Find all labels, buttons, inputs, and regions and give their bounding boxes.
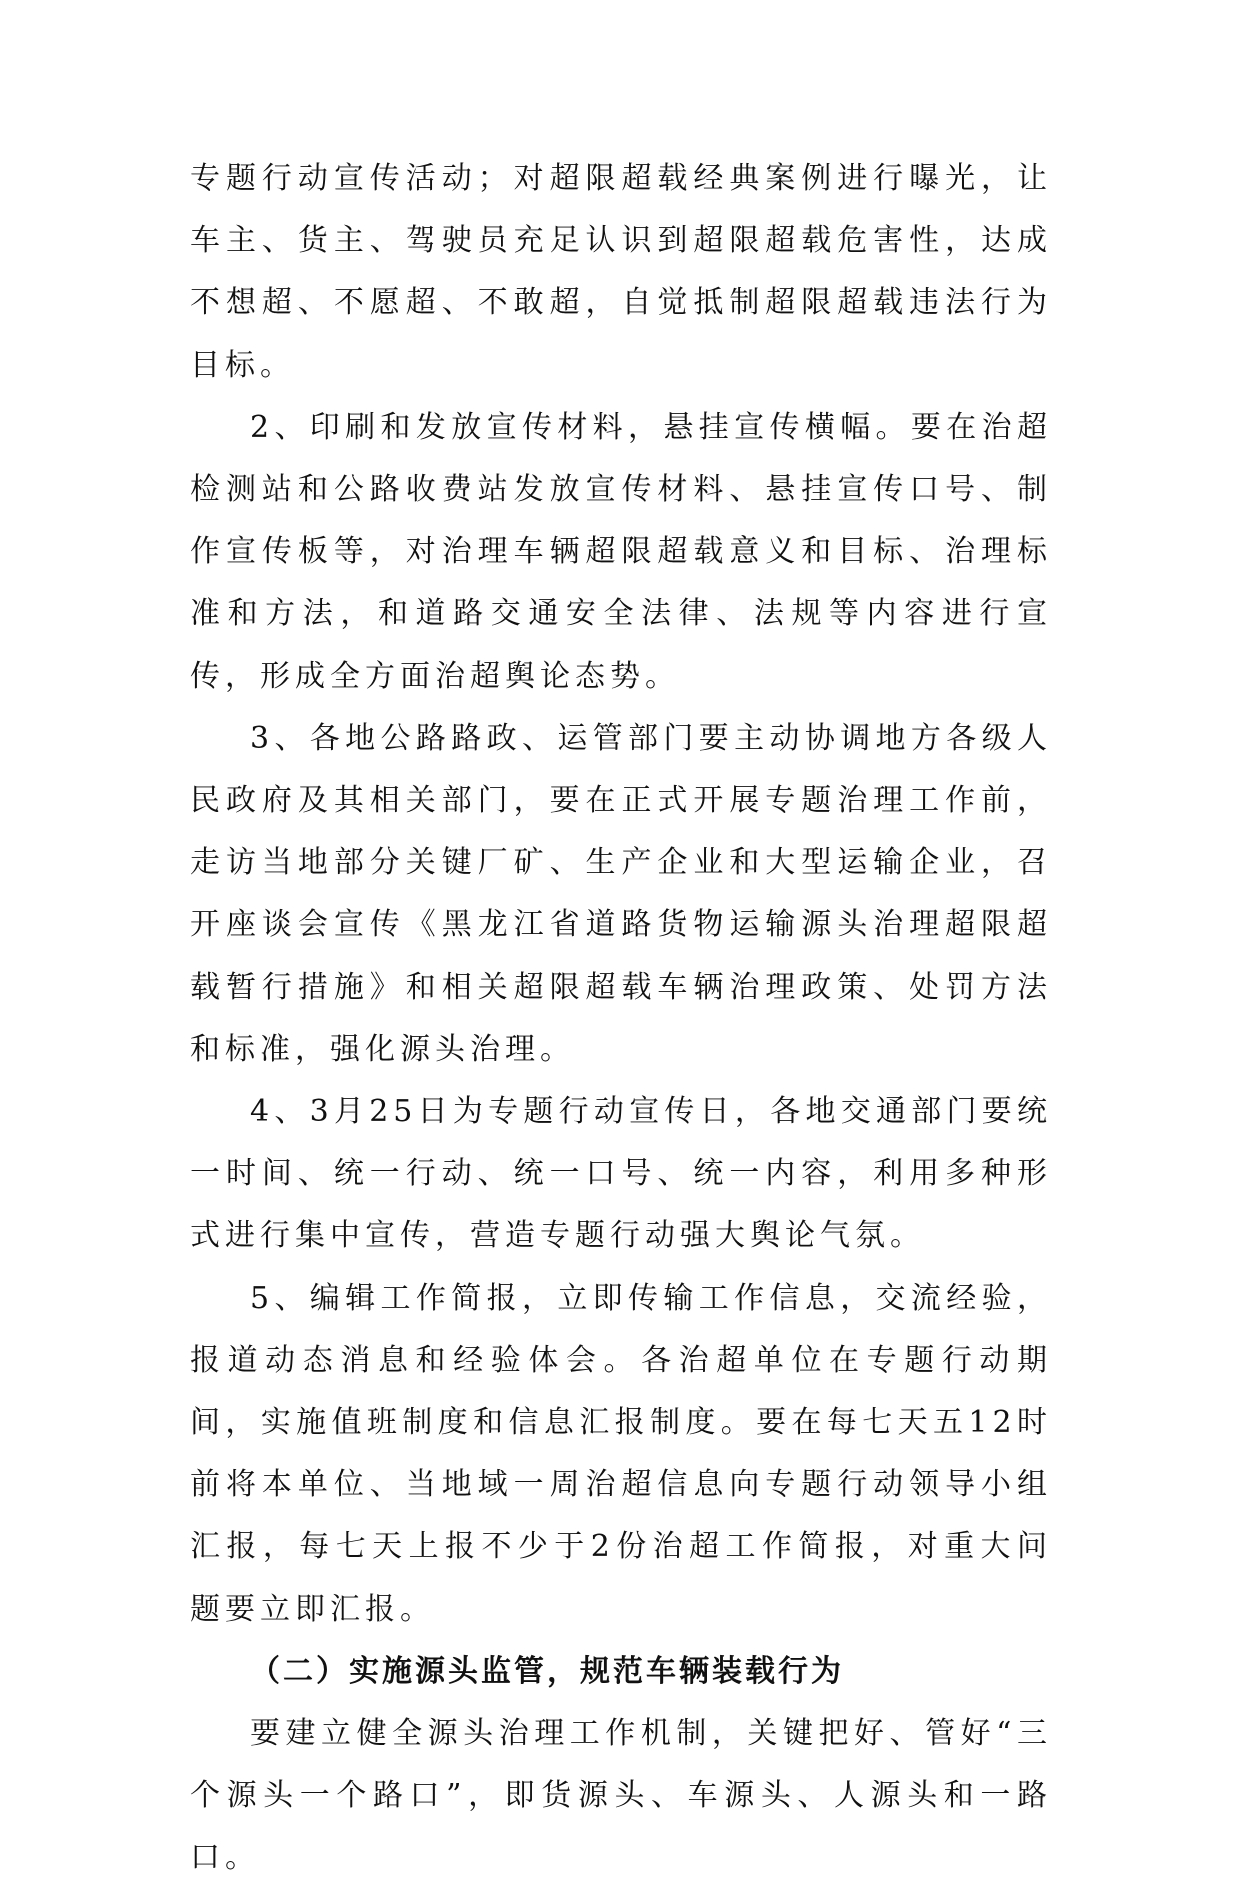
paragraph-item-3: 3、各地公路路政、运管部门要主动协调地方各级人民政府及其相关部门，要在正式开展专题治理工作前，走访当地部分关键厂矿、生产企业和大型运输企业，召开座谈会宣传《黑龙江省道路货物运输源头治理超限超载暂行措施》和相关超限超载车辆治理政策、处罚方法和标准，强化源头治理。 bbox=[190, 720, 1052, 1067]
paragraph-final: 要建立健全源头治理工作机制，关键把好、管好“三个源头一个路口”，即货源头、车源头、人源头和一路口。 bbox=[190, 1716, 1052, 1876]
paragraph-item-5: 5、编辑工作简报，立即传输工作信息，交流经验，报道动态消息和经验体会。各治超单位在专题行动期间，实施值班制度和信息汇报制度。要在每七天五12时前将本单位、当地域一周治超信息向专题行动领导小组汇报，每七天上报不少于2份治超工作简报，对重大问题要立即汇报。 bbox=[190, 1280, 1052, 1627]
paragraph-item-2: 2、印刷和发放宣传材料，悬挂宣传横幅。要在治超检测站和公路收费站发放宣传材料、悬挂宣传口号、制作宣传板等，对治理车辆超限超载意义和目标、治理标准和方法，和道路交通安全法律、法规等内容进行宣传，形成全方面治超舆论态势。 bbox=[190, 409, 1052, 694]
section-heading: （二）实施源头监管，规范车辆装载行为 bbox=[250, 1653, 844, 1689]
paragraph-continued: 专题行动宣传活动；对超限超载经典案例进行曝光，让车主、货主、驾驶员充足认识到超限超载危害性，达成不想超、不愿超、不敢超，自觉抵制超限超载违法行为目标。 bbox=[190, 161, 1052, 383]
paragraph-item-4: 4、3月25日为专题行动宣传日，各地交通部门要统一时间、统一行动、统一口号、统一内容，利用多种形式进行集中宣传，营造专题行动强大舆论气氛。 bbox=[190, 1094, 1052, 1254]
document-page bbox=[190, 148, 1052, 1890]
